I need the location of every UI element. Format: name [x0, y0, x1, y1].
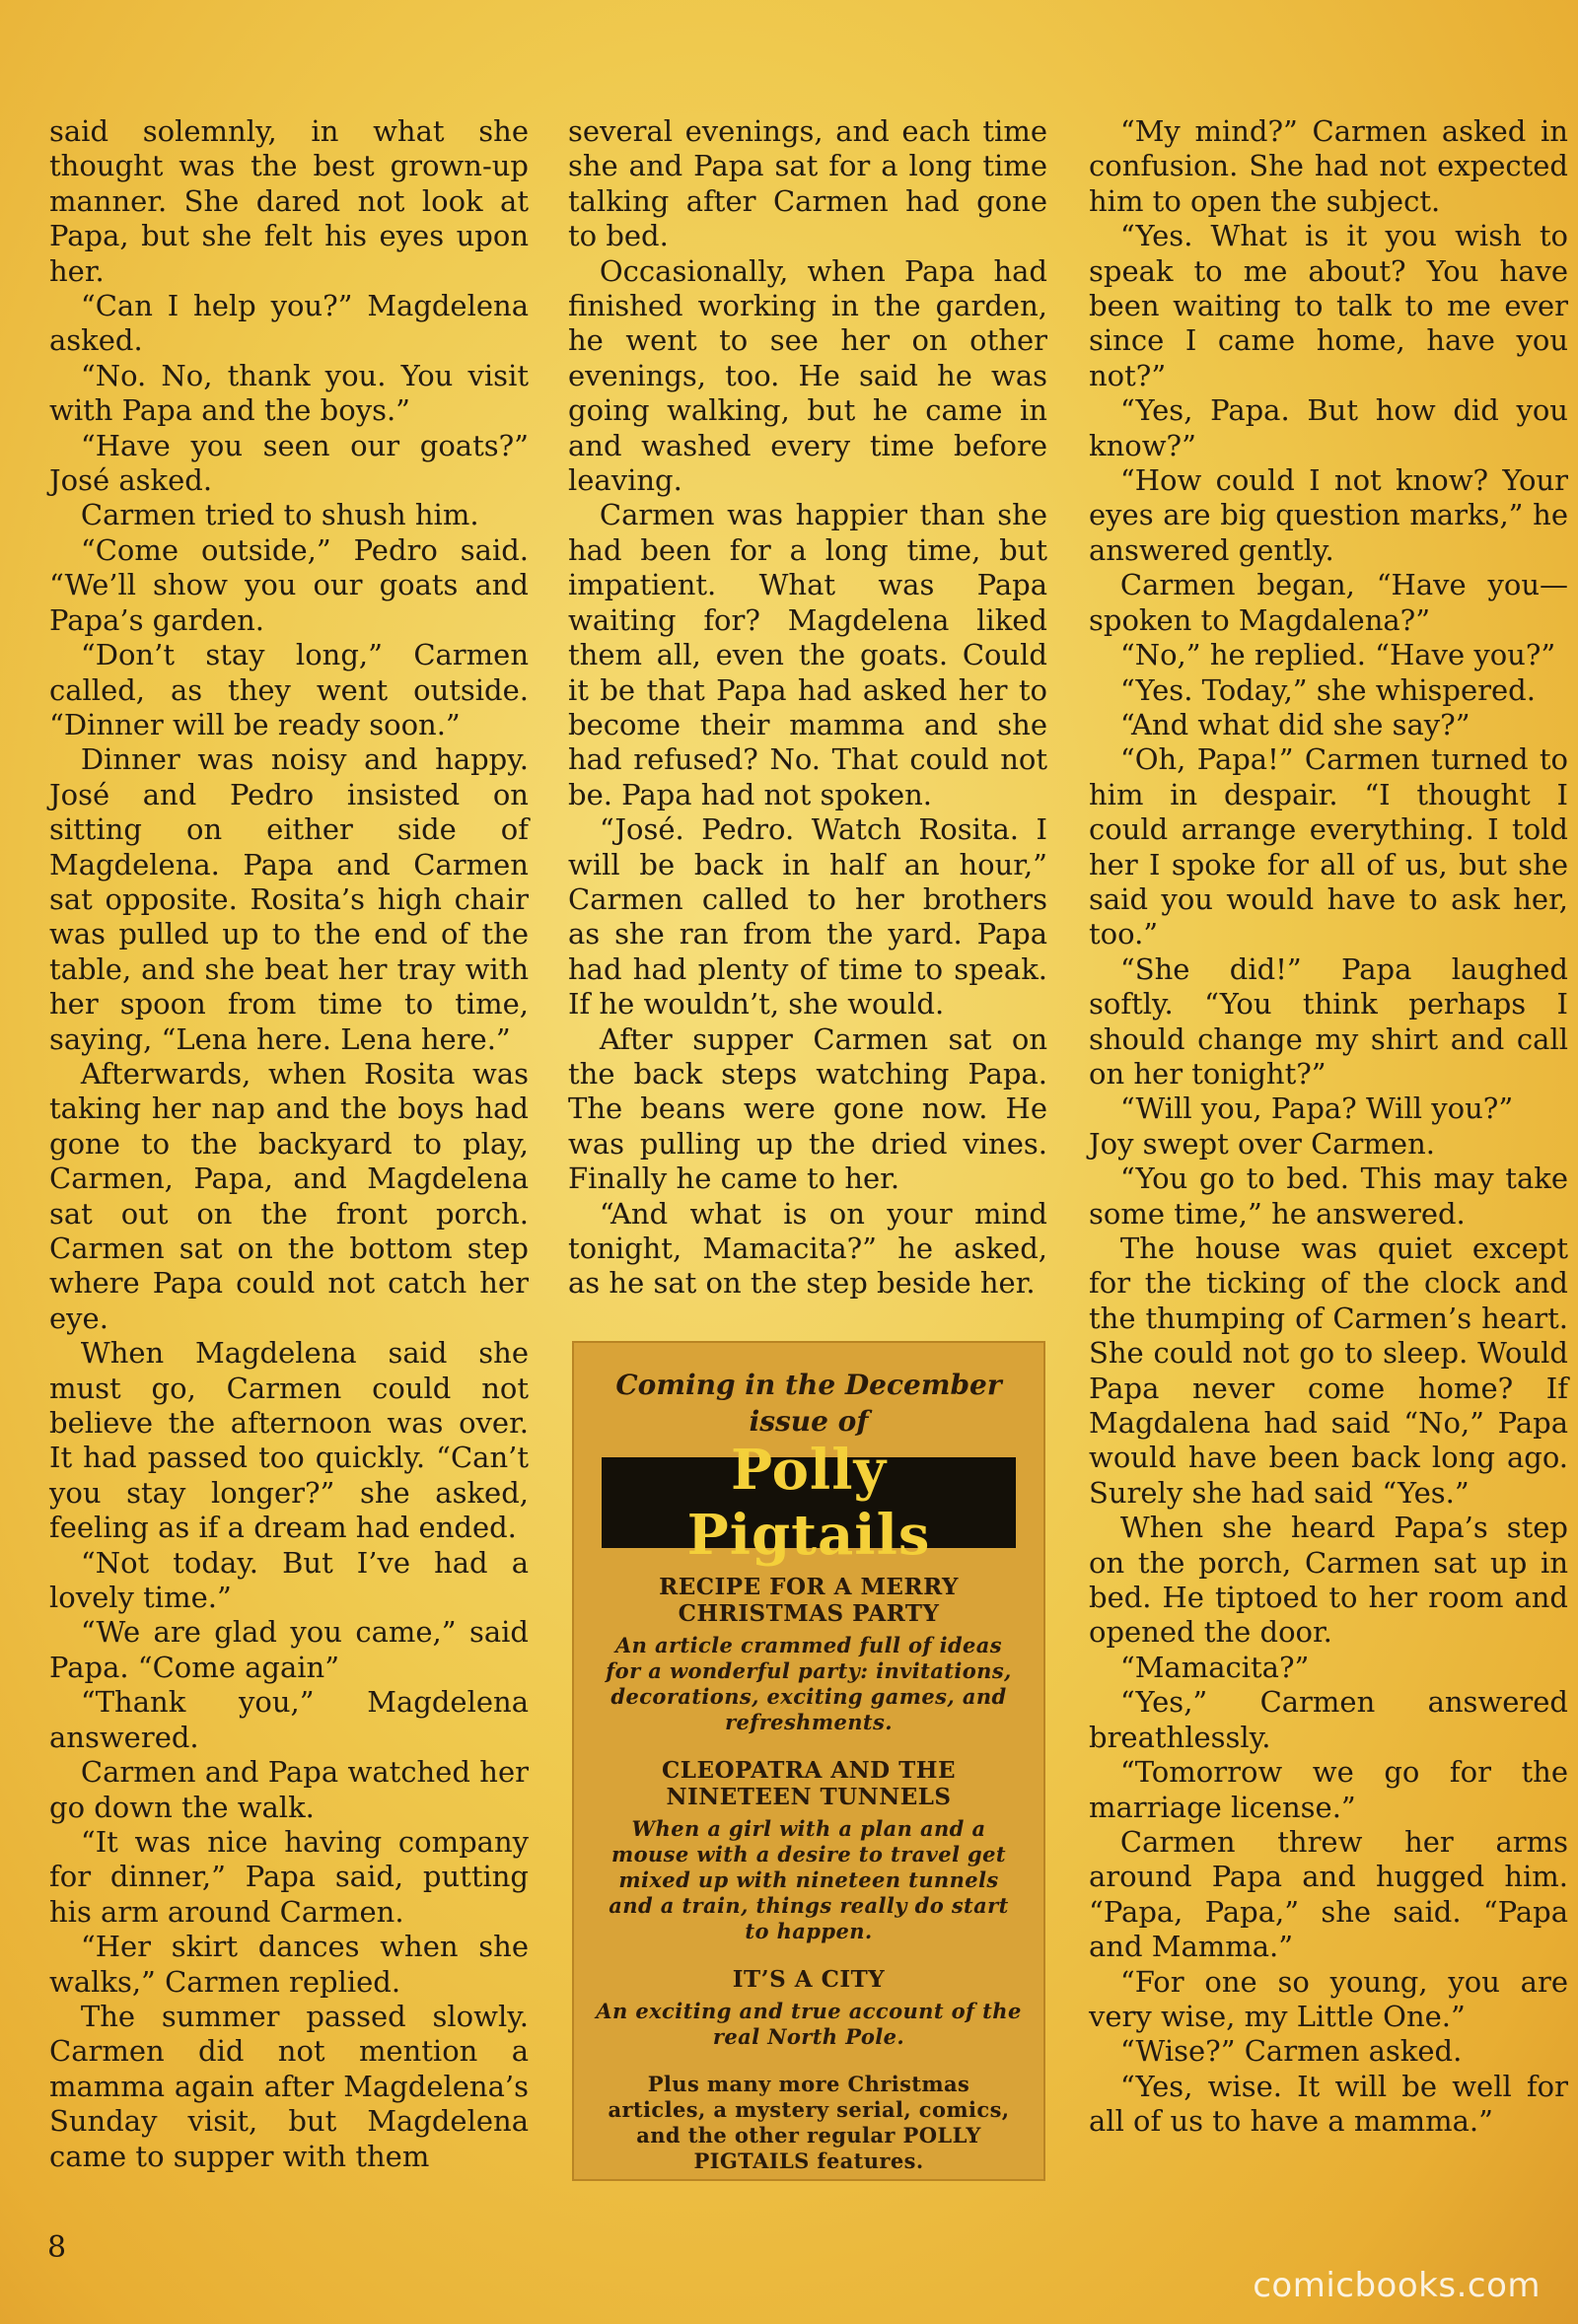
story-paragraph: “Yes, wise. It will be well for all of us to have a mamma.” — [1089, 2069, 1568, 2139]
story-paragraph: “Don’t stay long,” Carmen called, as they went outside. “Dinner will be ready soon.” — [49, 638, 529, 741]
story-paragraph: “Can I help you?” Magdelena asked. — [49, 289, 529, 358]
story-paragraph: Dinner was noisy and happy. José and Pedro insisted on sitting on either side of Magdelena. Papa and Carmen sat opposite. Rosita’s high chair was pulled up to the end of the table, and she beat her tray with her spoon from time to time, saying, “Lena here. Lena here.” — [49, 742, 529, 1056]
ad-item — [596, 1757, 1022, 1944]
story-paragraph: Carmen tried to shush him. — [80, 498, 479, 532]
story-paragraph: “Will you, Papa? Will you?” — [1119, 1092, 1514, 1126]
ad-item-description: An article crammed full of ideas for a wonderful party: invitations, decorations, exciting games, and refreshments. — [606, 1633, 1012, 1734]
ad-coming-text: Coming in the December issue of — [615, 1369, 1002, 1438]
story-paragraph: Carmen threw her arms around Papa and hugged him. “Papa, Papa,” she said. “Papa and Mamma.” — [1089, 1824, 1568, 1964]
polly-pigtails-logo: Polly Pigtails — [602, 1457, 1016, 1548]
december-issue-advertisement — [572, 1341, 1045, 2181]
story-paragraph: “For one so young, you are very wise, my Little One.” — [1089, 1964, 1568, 2033]
story-paragraph: “My mind?” Carmen asked in confusion. She had not expected him to open the subject. — [1089, 114, 1568, 218]
story-paragraph: Afterwards, when Rosita was taking her nap and the boys had gone to the backyard to play, Carmen, Papa, and Magdelena sat out on the front porch. Carmen sat on the bottom step where Papa could not catch her eye. — [49, 1056, 529, 1335]
story-paragraph: Carmen was happier than she had been for a long time, but impatient. What was Papa waiting for? Magdelena liked them all, even the goats. Could it be that Papa had asked her to become their mamma and she had refused? No. That could not be. Papa had not spoken. — [568, 498, 1047, 811]
story-paragraph: When she heard Papa’s step on the porch, Carmen sat up in bed. He tiptoed to her room and opened the door. — [1089, 1511, 1568, 1650]
story-column-3 — [1089, 114, 1568, 2140]
story-paragraph: “Thank you,” Magdelena answered. — [49, 1685, 529, 1754]
story-paragraph: “And what is on your mind tonight, Mamacita?” he asked, as he sat on the step beside her. — [568, 1196, 1047, 1301]
ad-item — [596, 1966, 1022, 2050]
story-paragraph: “We are glad you came,” said Papa. “Come again” — [49, 1615, 529, 1684]
story-paragraph: “Yes. Today,” she whispered. — [1119, 672, 1536, 707]
story-paragraph: “Have you seen our goats?” José asked. — [49, 428, 529, 498]
story-paragraph: “And what did she say?” — [1119, 707, 1470, 741]
story-paragraph: “Come outside,” Pedro said. “We’ll show you our goats and Papa’s garden. — [49, 532, 529, 637]
ad-item — [596, 1574, 1022, 1735]
story-paragraph: several evenings, and each time she and Papa sat for a long time talking after Carmen had gone to bed. — [568, 114, 1047, 253]
story-paragraph: Carmen began, “Have you—spoken to Magdalena?” — [1089, 568, 1568, 637]
story-paragraph: The house was quiet except for the ticking of the clock and the thumping of Carmen’s heart. She could not go to sleep. Would Papa never come home? If Magdalena had said “No,” Papa would have been back long ago. Surely she had said “Yes.” — [1089, 1232, 1568, 1510]
story-paragraph: “Her skirt dances when she walks,” Carmen replied. — [49, 1930, 529, 1999]
story-paragraph: said solemnly, in what she thought was the best grown-up manner. She dared not look at Papa, but she felt his eyes upon her. — [49, 114, 529, 288]
story-paragraph: “You go to bed. This may take some time,” he answered. — [1089, 1162, 1568, 1231]
story-paragraph: “Wise?” Carmen asked. — [1119, 2034, 1463, 2069]
ad-plus-more-text: Plus many more Christmas articles, a mystery serial, comics, and the other regular POLLY PIGTAILS features. — [608, 2072, 1010, 2173]
story-paragraph: After supper Carmen sat on the back steps watching Papa. The beans were gone now. He was pulling up the dried vines. Finally he came to her. — [568, 1021, 1047, 1196]
story-paragraph: “Tomorrow we go for the marriage license.” — [1089, 1755, 1568, 1824]
story-paragraph: “Mamacita?” — [1119, 1650, 1310, 1684]
story-paragraph: Joy swept over Carmen. — [1089, 1126, 1435, 1161]
site-watermark: comicbooks.com — [1253, 2266, 1541, 2305]
story-paragraph: “It was nice having company for dinner,” Papa said, putting his arm around Carmen. — [49, 1824, 529, 1929]
story-column-2 — [568, 114, 1047, 1302]
ad-item-heading: IT’S A CITY — [732, 1966, 886, 1993]
story-column-1 — [49, 114, 529, 2174]
story-paragraph: The summer passed slowly. Carmen did not mention a mamma again after Magdelena’s Sunday visit, but Magdelena came to supper with them — [49, 1999, 529, 2173]
story-paragraph: “Yes. What is it you wish to speak to me about? You have been waiting to talk to me ever since I came home, have you not?” — [1089, 219, 1568, 392]
story-paragraph: “Not today. But I’ve had a lovely time.” — [49, 1545, 529, 1615]
story-paragraph: Occasionally, when Papa had finished working in the garden, he went to see her on other evenings, too. He said he was going walking, but he came in and washed every time before leaving. — [568, 253, 1047, 498]
story-paragraph: “José. Pedro. Watch Rosita. I will be back in half an hour,” Carmen called to her brothers as she ran from the yard. Papa had had plenty of time to speak. If he wouldn’t, she would. — [568, 812, 1047, 1021]
story-paragraph: When Magdelena said she must go, Carmen could not believe the afternoon was over. It had passed too quickly. “Can’t you stay longer?” she asked, feeling as if a dream had ended. — [49, 1336, 529, 1545]
ad-item-description: When a girl with a plan and a mouse with a desire to travel get mixed up with nineteen tunnels and a train, things really do start to happen. — [609, 1816, 1009, 1943]
story-paragraph: “No,” he replied. “Have you?” — [1119, 638, 1556, 672]
ad-item-heading: RECIPE FOR A MERRY CHRISTMAS PARTY — [659, 1574, 959, 1627]
page-number: 8 — [47, 2230, 67, 2265]
ad-item-description: An exciting and true account of the real North Pole. — [596, 1999, 1022, 2049]
story-paragraph: “Oh, Papa!” Carmen turned to him in despair. “I thought I could arrange everything. I told her I spoke for all of us, but she said you would have to ask her, too.” — [1089, 742, 1568, 951]
story-paragraph: “How could I not know? Your eyes are big question marks,” he answered gently. — [1089, 463, 1568, 567]
story-paragraph: “Yes,” Carmen answered breathlessly. — [1089, 1685, 1568, 1754]
ad-item-heading: CLEOPATRA AND THE NINETEEN TUNNELS — [661, 1757, 957, 1810]
story-paragraph: “She did!” Papa laughed softly. “You think perhaps I should change my shirt and call on her tonight?” — [1089, 951, 1568, 1091]
story-paragraph: “Yes, Papa. But how did you know?” — [1089, 393, 1568, 462]
story-paragraph: Carmen and Papa watched her go down the walk. — [49, 1755, 529, 1824]
story-paragraph: “No. No, thank you. You visit with Papa and the boys.” — [49, 358, 529, 428]
